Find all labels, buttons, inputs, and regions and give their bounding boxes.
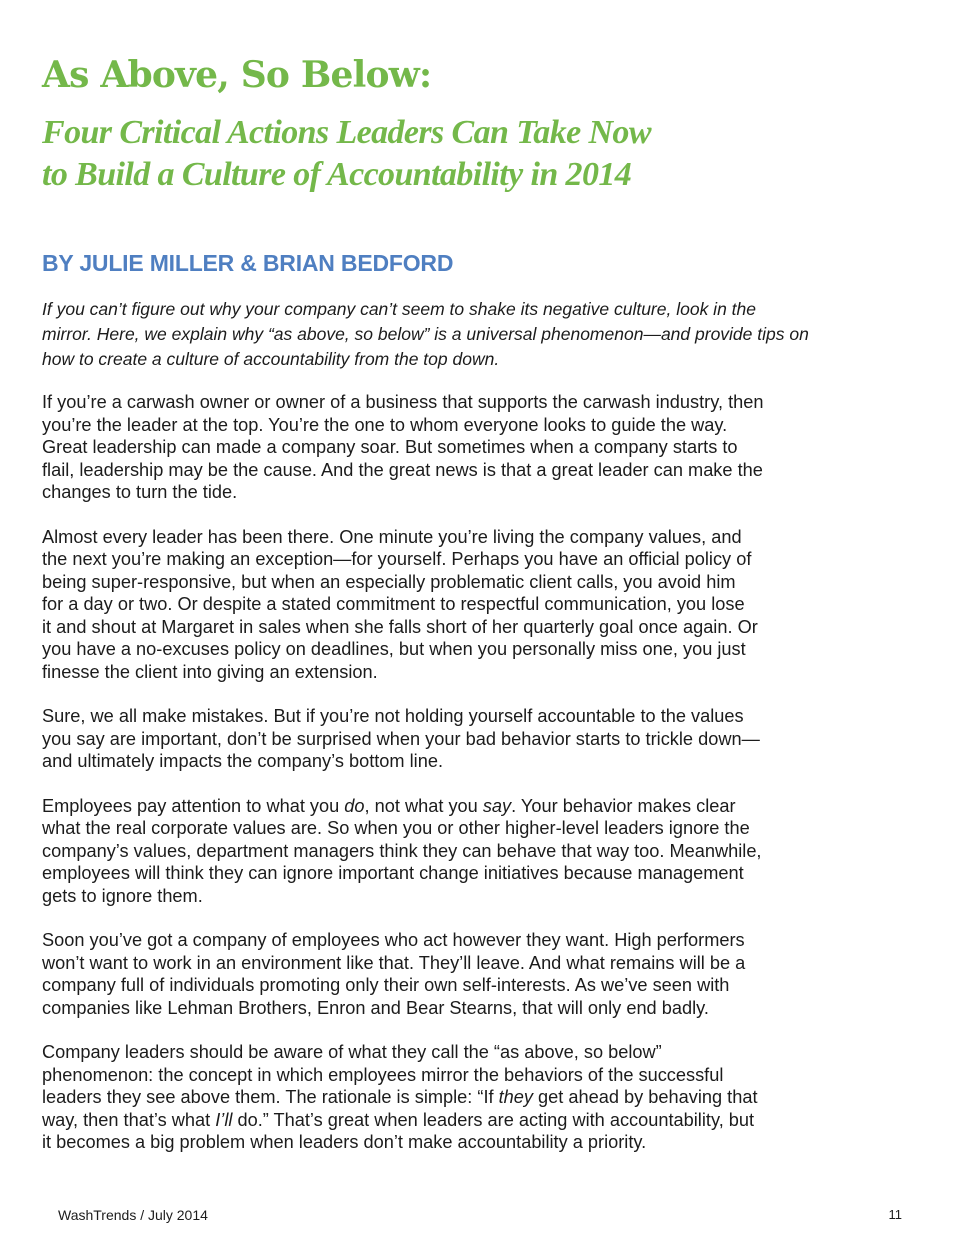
text-run: do.” That’s great when leaders are acting with accountability, but [232, 1109, 755, 1130]
text-run: , not what you [364, 795, 483, 816]
body-line [42, 1109, 932, 1132]
intro-line: mirror. Here, we explain why “as above, so below” is a universal phenomenon—and provide tips on [42, 324, 809, 344]
body-line: company full of individuals promoting only their own self-interests. As we’ve seen with [42, 975, 730, 995]
intro-deck [42, 297, 922, 372]
intro-line: how to create a culture of accountability from the top down. [42, 349, 500, 369]
text-run: leaders they see above them. The rationale is simple: “If [42, 1087, 499, 1107]
body-paragraph-2 [42, 526, 932, 684]
body-line: Great leadership can made a company soar. But sometimes when a company starts to [42, 437, 738, 457]
body-line: gets to ignore them. [42, 885, 203, 906]
body-paragraph-6 [42, 1041, 932, 1154]
body-line: Soon you’ve got a company of employees who act however they want. High performers [42, 930, 745, 950]
body-line: you have a no-excuses policy on deadlines, but when you personally miss one, you just [42, 639, 746, 659]
text-run: Employees pay attention to what you [42, 795, 345, 816]
article-body [42, 391, 932, 1176]
text-run: . Your behavior makes clear [511, 795, 736, 816]
body-line: employees will think they can ignore important change initiatives because management [42, 863, 744, 883]
body-line: Almost every leader has been there. One minute you’re living the company values, and [42, 526, 742, 547]
body-line: changes to turn the tide. [42, 482, 238, 502]
body-line: If you’re a carwash owner or owner of a business that supports the carwash industry, then [42, 392, 764, 412]
body-line [42, 1086, 932, 1109]
body-line: for a day or two. Or despite a stated commitment to respectful communication, you lose [42, 594, 745, 614]
body-line: company’s values, department managers think they can behave that way too. Meanwhile, [42, 840, 762, 861]
body-line: won’t want to work in an environment like that. They’ll leave. And what remains will be a [42, 952, 746, 973]
body-line [42, 795, 932, 818]
body-line: Sure, we all make mistakes. But if you’re not holding yourself accountable to the values [42, 706, 744, 726]
body-paragraph-3 [42, 705, 932, 773]
body-paragraph-1 [42, 391, 932, 504]
body-line: you’re the leader at the top. You’re the one to whom everyone looks to guide the way. [42, 414, 728, 435]
page-number: 11 [888, 1207, 902, 1222]
body-line: Company leaders should be aware of what they call the “as above, so below” [42, 1042, 662, 1062]
body-line: finesse the client into giving an extension. [42, 661, 378, 682]
body-line: the next you’re making an exception—for yourself. Perhaps you have an official policy of [42, 549, 752, 569]
body-line: you say are important, don’t be surprised when your bad behavior starts to trickle down— [42, 728, 760, 749]
emphasis-say: say [482, 795, 512, 816]
subtitle-line: Four Critical Actions Leaders Can Take Now [42, 114, 651, 151]
body-line: phenomenon: the concept in which employees mirror the behaviors of the successful [42, 1064, 724, 1085]
subtitle-line: to Build a Culture of Accountability in 2014 [42, 156, 632, 193]
footer-publication: WashTrends / July 2014 [58, 1207, 208, 1223]
body-line: what the real corporate values are. So when you or other higher-level leaders ignore the [42, 818, 750, 838]
author-byline: BY JULIE MILLER & BRIAN BEDFORD [42, 250, 454, 276]
article-subtitle [42, 112, 742, 196]
body-line: and ultimately impacts the company’s bottom line. [42, 751, 443, 771]
intro-line: If you can’t figure out why your company can’t seem to shake its negative culture, look in the [42, 299, 756, 319]
body-line: companies like Lehman Brothers, Enron and Bear Stearns, that will only end badly. [42, 997, 709, 1018]
body-line: flail, leadership may be the cause. And the great news is that a great leader can make the [42, 459, 763, 480]
article-title: As Above, So Below: [42, 54, 432, 96]
text-run: get ahead by behaving that [533, 1087, 758, 1107]
body-line: it becomes a big problem when leaders don’t make accountability a priority. [42, 1132, 647, 1152]
body-line: it and shout at Margaret in sales when she falls short of her quarterly goal once again. Or [42, 616, 758, 637]
emphasis-do: do [344, 795, 365, 816]
emphasis-they: they [498, 1087, 533, 1107]
text-run: way, then that’s what [42, 1109, 216, 1130]
body-paragraph-5 [42, 929, 932, 1019]
body-line: being super-responsive, but when an especially problematic client calls, you avoid him [42, 571, 736, 592]
emphasis-ill: I’ll [215, 1109, 233, 1130]
body-paragraph-4 [42, 795, 932, 908]
